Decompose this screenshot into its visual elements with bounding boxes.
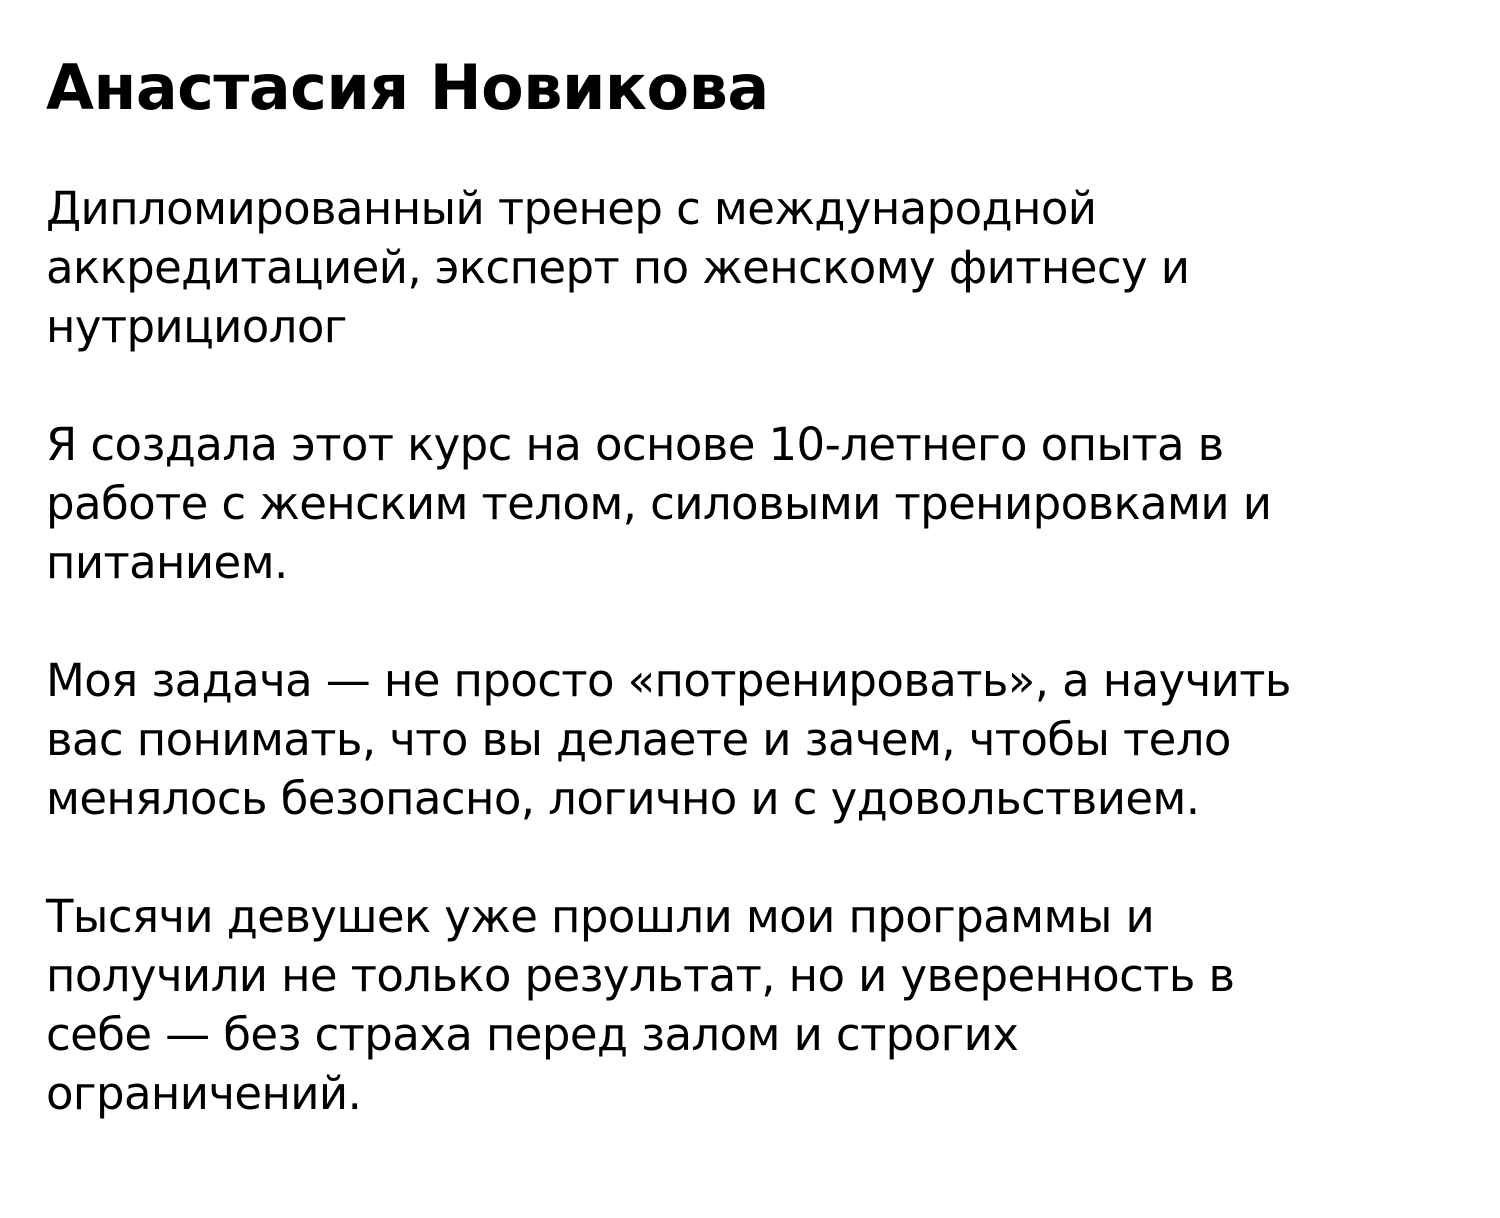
paragraph-experience: [46, 415, 1446, 592]
paragraph-line: менялось безопасно, логично и с удовольствием.: [46, 772, 1200, 826]
bio-page: [46, 52, 1446, 1123]
paragraph-line: Я создала этот курс на основе 10-летнего опыта в: [46, 418, 1224, 472]
paragraph-line: Тысячи девушек уже прошли мои программы и: [46, 890, 1155, 944]
paragraph-line: получили не только результат, но и уверенность в: [46, 949, 1235, 1003]
paragraph-line: нутрициолог: [46, 300, 347, 354]
paragraph-line: работе с женским телом, силовыми тренировками и: [46, 477, 1272, 531]
paragraph-line: Дипломированный тренер с международной: [46, 182, 1097, 236]
paragraph-line: себе — без страха перед залом и строгих: [46, 1008, 1019, 1062]
paragraph-line: аккредитацией, эксперт по женскому фитнесу и: [46, 241, 1190, 295]
paragraph-results: [46, 887, 1446, 1123]
page-title: Анастасия Новикова: [46, 51, 769, 124]
paragraph-mission: [46, 651, 1446, 828]
paragraph-line: питанием.: [46, 536, 288, 590]
paragraph-line: вас понимать, что вы делаете и зачем, чтобы тело: [46, 713, 1231, 767]
paragraph-line: ограничений.: [46, 1067, 362, 1121]
paragraph-credentials: [46, 179, 1446, 356]
paragraph-line: Моя задача — не просто «потренировать», а научить: [46, 654, 1291, 708]
